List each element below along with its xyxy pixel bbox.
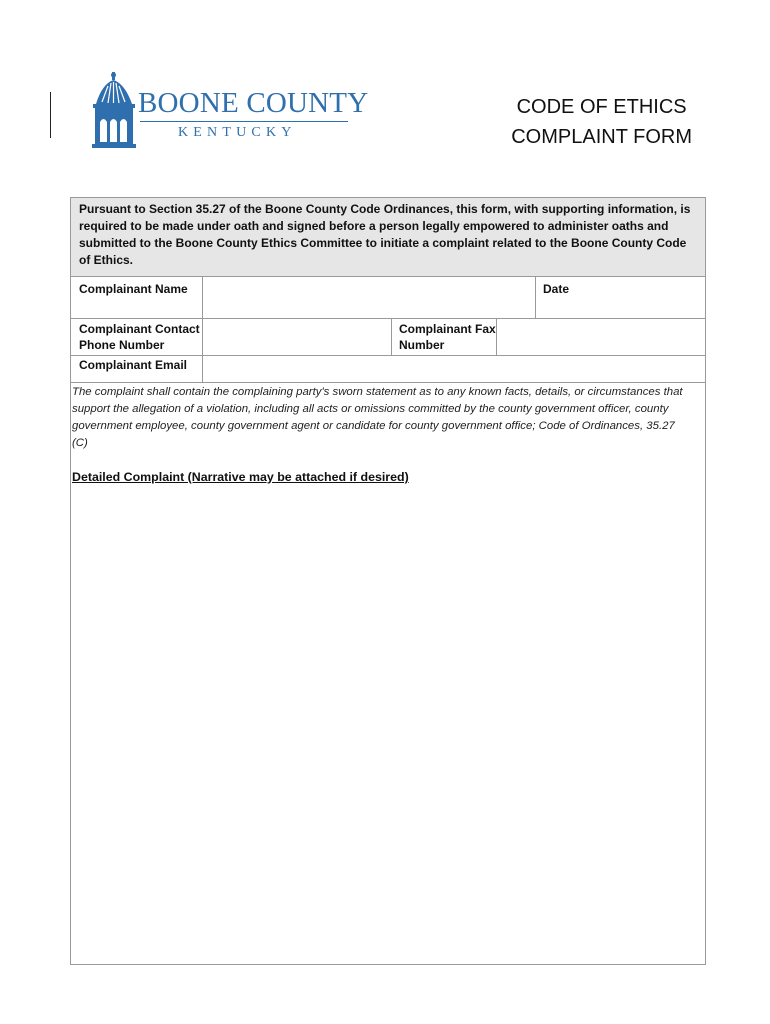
fax-label-line-2: Number [399,338,445,352]
sworn-statement-note: The complaint shall contain the complaining party's sworn statement as to any known facts, details, or circumstances that support the allegation of a violation, including all acts or omissions committed by the county government officer, county government employee, county government agent or candidate for county government office; Code of Ordinances, 35.27 (C) [72,386,683,449]
phone-number-field[interactable] [203,319,391,354]
divider [71,382,705,383]
detailed-complaint-field[interactable] [72,490,704,963]
document-title [511,92,692,152]
logo-state-name: KENTUCKY [178,125,297,140]
divider [391,318,392,355]
title-line-2: COMPLAINT FORM [511,126,692,148]
fax-label [399,321,496,353]
complainant-name-field[interactable] [203,277,535,317]
boone-county-logo [92,72,369,148]
logo-county-name: BOONE COUNTY [138,87,369,119]
phone-label [79,321,200,353]
phone-label-line-1: Complainant Contact [79,322,200,336]
page-margin-marker [50,92,51,138]
title-line-1: CODE OF ETHICS [516,96,687,118]
complaint-form [70,197,706,965]
detailed-complaint-label: Detailed Complaint (Narrative may be attached if desired) [72,470,409,484]
email-label: Complainant Email [79,358,188,372]
logo-divider [140,121,348,122]
intro-paragraph: Pursuant to Section 35.27 of the Boone County Code Ordinances, this form, with supporting information, is required to be made under oath and signed before a person legally empowered to administer oaths and submitted to the Boone County Ethics Committee to initiate a complaint related to the Boone County Code of Ethics. [71,198,705,277]
complainant-name-label: Complainant Name [79,282,188,296]
date-label: Date [543,282,570,296]
date-field[interactable] [536,295,705,317]
fax-number-field[interactable] [497,319,705,354]
fax-label-line-1: Complainant Fax [399,322,496,336]
phone-label-line-2: Phone Number [79,338,165,352]
email-field[interactable] [203,356,705,381]
courthouse-cupola-icon [92,72,136,148]
